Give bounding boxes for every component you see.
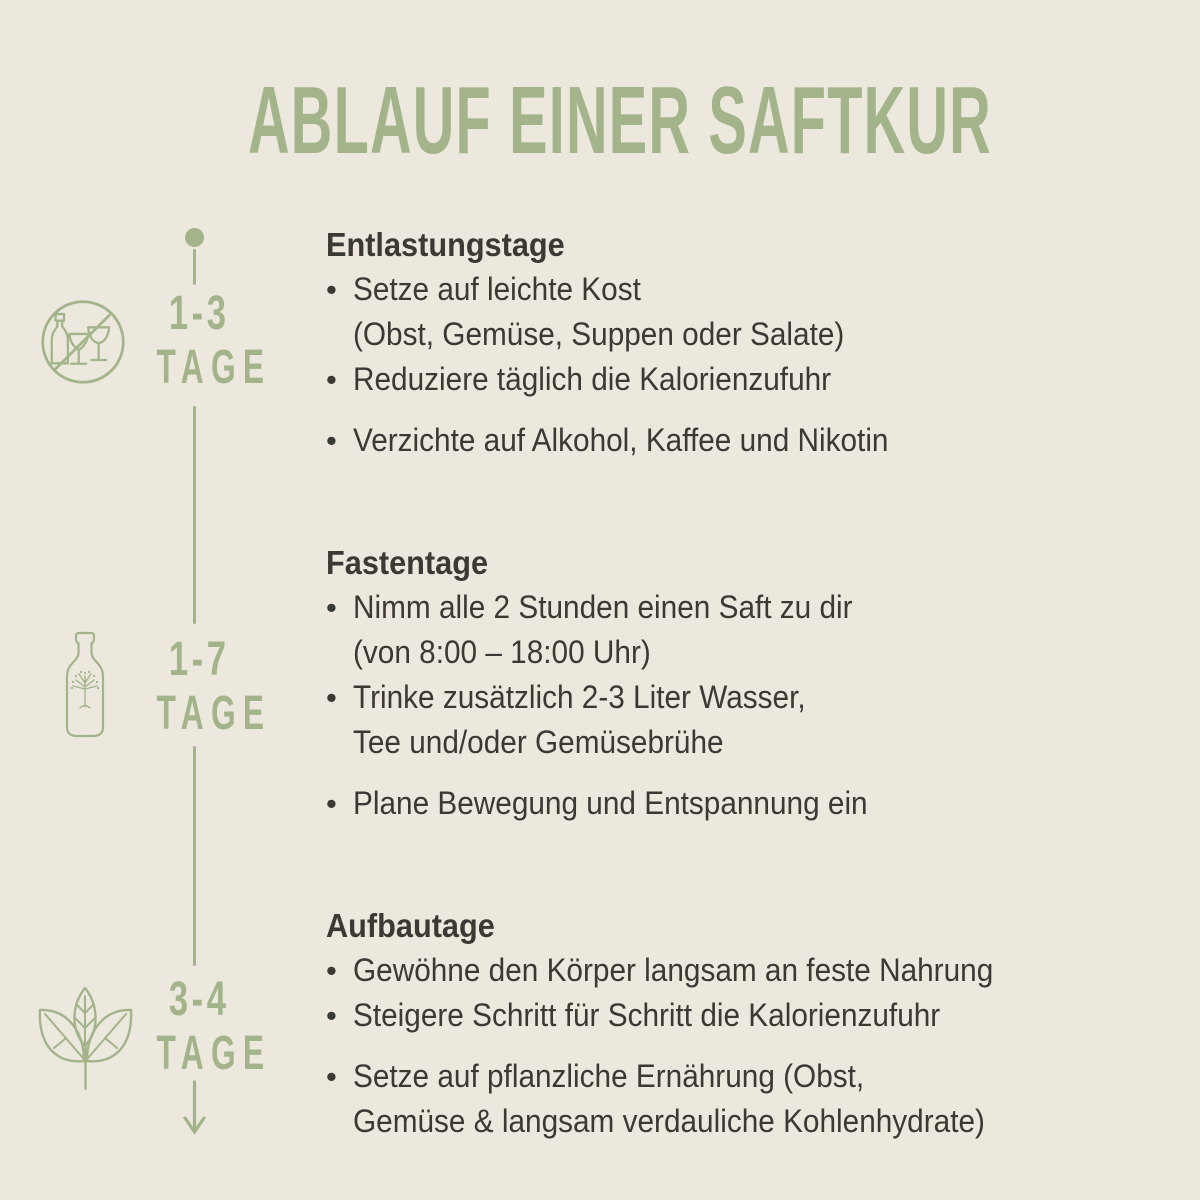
bullet-list bbox=[326, 585, 1186, 826]
bullet-text: Setze auf leichte Kost (Obst, Gemüse, Suppen oder Salate) bbox=[353, 271, 845, 352]
duration-value: 3-4 bbox=[169, 973, 230, 1026]
section-heading: Aufbautage bbox=[326, 907, 495, 944]
timeline-segment bbox=[193, 406, 196, 624]
bullet-marker: • bbox=[326, 362, 337, 397]
timeline-start-dot bbox=[185, 228, 204, 247]
timeline-arrow-down-icon bbox=[180, 1080, 209, 1144]
section-entlastungstage bbox=[326, 222, 1186, 463]
duration-value: 1-7 bbox=[169, 633, 230, 686]
bullet-text: Gewöhne den Körper langsam an feste Nahrung bbox=[353, 952, 994, 988]
duration-badge-2 bbox=[127, 633, 272, 741]
bullet-item bbox=[326, 418, 1186, 463]
bullet-text: Trinke zusätzlich 2-3 Liter Wasser, Tee und/oder Gemüsebrühe bbox=[353, 679, 806, 760]
duration-unit: TAGE bbox=[156, 1027, 272, 1080]
bullet-item bbox=[326, 357, 1186, 402]
bullet-item bbox=[326, 1054, 1186, 1144]
bullet-item bbox=[326, 781, 1186, 826]
duration-badge-1 bbox=[127, 287, 272, 395]
duration-unit: TAGE bbox=[156, 687, 272, 740]
bullet-marker: • bbox=[326, 786, 337, 821]
bullet-list bbox=[326, 948, 1186, 1144]
bullet-item bbox=[326, 585, 1186, 675]
duration-value: 1-3 bbox=[169, 287, 230, 340]
section-aufbautage bbox=[326, 903, 1186, 1144]
bullet-marker: • bbox=[326, 590, 337, 625]
bullet-marker: • bbox=[326, 953, 337, 988]
duration-unit: TAGE bbox=[156, 341, 272, 394]
bullet-text: Plane Bewegung und Entspannung ein bbox=[353, 785, 868, 821]
bullet-marker: • bbox=[326, 423, 337, 458]
bullet-list bbox=[326, 267, 1186, 463]
bullet-item bbox=[326, 675, 1186, 765]
bullet-marker: • bbox=[326, 680, 337, 715]
section-heading: Fastentage bbox=[326, 544, 489, 581]
section-heading: Entlastungstage bbox=[326, 226, 565, 263]
duration-badge-3 bbox=[127, 973, 272, 1081]
no-alcohol-icon bbox=[38, 297, 128, 387]
leaves-icon bbox=[33, 983, 138, 1098]
juice-bottle-icon bbox=[62, 630, 108, 740]
timeline-segment bbox=[193, 249, 196, 285]
page-title: ABLAUF EINER SAFTKUR bbox=[247, 67, 992, 174]
timeline-segment bbox=[193, 746, 196, 966]
bullet-marker: • bbox=[326, 1059, 337, 1094]
bullet-text: Setze auf pflanzliche Ernährung (Obst, Gemüse & langsam verdauliche Kohlenhydrate) bbox=[353, 1058, 985, 1139]
bullet-marker: • bbox=[326, 998, 337, 1033]
bullet-item bbox=[326, 948, 1186, 993]
bullet-text: Steigere Schritt für Schritt die Kalorienzufuhr bbox=[353, 997, 941, 1033]
section-fastentage bbox=[326, 540, 1186, 826]
bullet-text: Nimm alle 2 Stunden einen Saft zu dir (von 8:00 – 18:00 Uhr) bbox=[353, 589, 853, 670]
bullet-item bbox=[326, 267, 1186, 357]
bullet-text: Reduziere täglich die Kalorienzufuhr bbox=[353, 361, 832, 397]
bullet-text: Verzichte auf Alkohol, Kaffee und Nikotin bbox=[353, 422, 889, 458]
bullet-item bbox=[326, 993, 1186, 1038]
bullet-marker: • bbox=[326, 272, 337, 307]
